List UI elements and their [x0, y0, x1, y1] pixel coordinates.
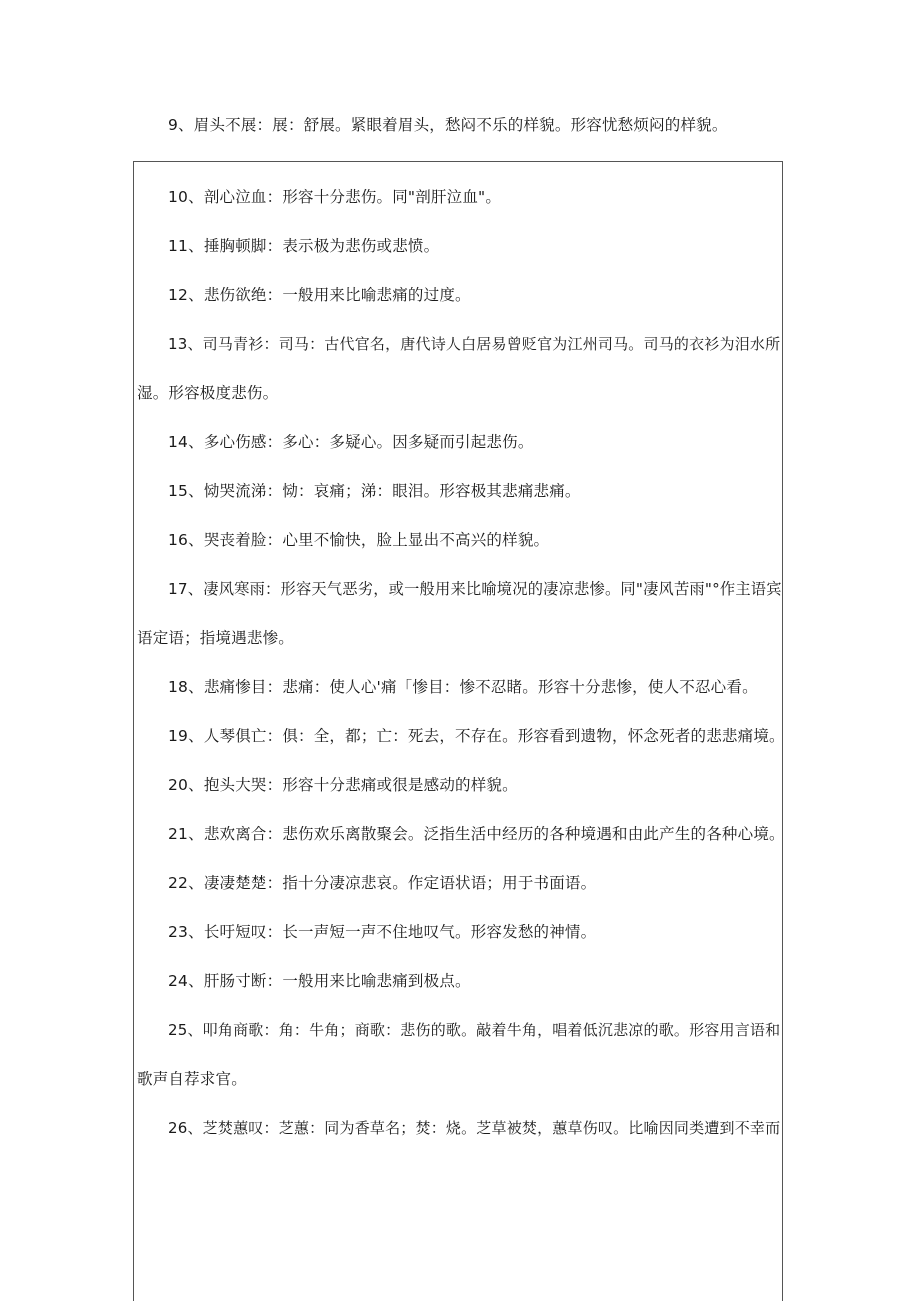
entry-23: 23、长吁短叹：长一声短一声不住地叹气。形容发愁的神情。 [168, 923, 597, 941]
entry-26: 26、芝焚蕙叹：芝蕙：同为香草名；焚：烧。芝草被焚，蕙草伤叹。比喻因同类遭到不幸而 [168, 1119, 781, 1137]
entry-13-continued: 湿。形容极度悲伤。 [137, 384, 279, 402]
entry-21: 21、悲欢离合：悲伤欢乐离散聚会。泛指生活中经历的各种境遇和由此产生的各种心境。 [168, 825, 785, 843]
entry-17-continued: 语定语；指境遇悲惨。 [137, 629, 295, 647]
entry-11: 11、捶胸顿脚：表示极为悲伤或悲愤。 [168, 237, 440, 255]
entry-12: 12、悲伤欲绝：一般用来比喻悲痛的过度。 [168, 286, 471, 304]
entry-24: 24、肝肠寸断：一般用来比喻悲痛到极点。 [168, 972, 471, 990]
entry-10: 10、剖心泣血：形容十分悲伤。同"剖肝泣血"。 [168, 188, 502, 206]
entry-15: 15、恸哭流涕：恸：哀痛；涕：眼泪。形容极其悲痛悲痛。 [168, 482, 581, 500]
entry-19: 19、人琴俱亡：俱：全，都；亡：死去，不存在。形容看到遗物，怀念死者的悲悲痛境。 [168, 727, 785, 745]
entry-13: 13、司马青衫：司马：古代官名，唐代诗人白居易曾贬官为江州司马。司马的衣衫为泪水所 [168, 335, 781, 353]
entry-25-continued: 歌声自荐求官。 [137, 1070, 247, 1088]
entry-9: 9、眉头不展：展：舒展。紧眼着眉头，愁闷不乐的样貌。形容忧愁烦闷的样貌。 [168, 116, 728, 134]
entry-17: 17、凄风寒雨：形容天气恶劣，或一般用来比喻境况的凄凉悲惨。同"凄风苦雨"°作主语宾 [168, 580, 782, 598]
entry-14: 14、多心伤感：多心：多疑心。因多疑而引起悲伤。 [168, 433, 534, 451]
entry-22: 22、凄凄楚楚：指十分凄凉悲哀。作定语状语；用于书面语。 [168, 874, 597, 892]
entry-20: 20、抱头大哭：形容十分悲痛或很是感动的样貌。 [168, 776, 518, 794]
entry-16: 16、哭丧着脸：心里不愉快，脸上显出不高兴的样貌。 [168, 531, 550, 549]
entry-25: 25、叩角商歌：角：牛角；商歌：悲伤的歌。敲着牛角，唱着低沉悲凉的歌。形容用言语和 [168, 1021, 781, 1039]
entry-18: 18、悲痛惨目：悲痛：使人心'痛「惨目：惨不忍睹。形容十分悲惨，使人不忍心看。 [168, 678, 758, 696]
